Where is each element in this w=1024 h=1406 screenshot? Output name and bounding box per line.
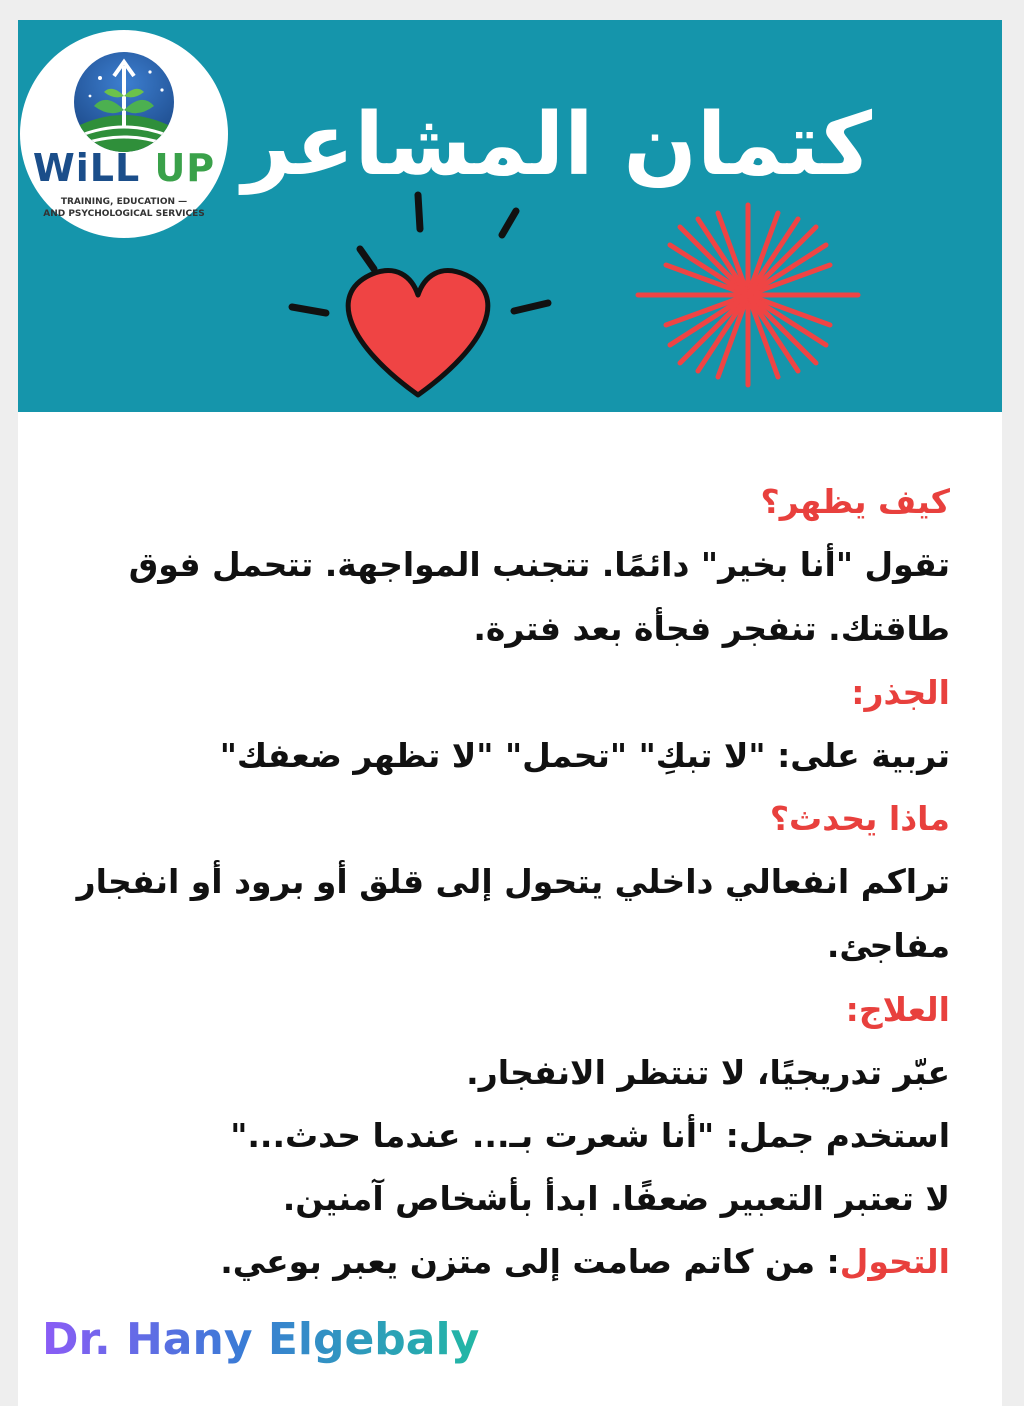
header-banner xyxy=(18,20,1002,412)
section-text-root: تربية على: "لا تبكِ" "تحمل" "لا تظهر ضعفك" xyxy=(219,736,950,775)
section-heading-how-it-appears: كيف يظهر؟ xyxy=(760,482,950,521)
author-signature: Dr. Hany Elgebaly xyxy=(42,1310,479,1370)
section-text-treatment-2: استخدم جمل: "أنا شعرت بـ... عندما حدث..." xyxy=(230,1116,950,1155)
will-up-logo xyxy=(20,30,228,238)
burst-icon xyxy=(638,205,858,385)
section-heading-root: الجذر: xyxy=(851,673,950,712)
article-body xyxy=(70,470,950,1293)
section-heading-treatment: العلاج: xyxy=(845,990,950,1029)
heart-icon xyxy=(348,271,488,395)
section-text-treatment-3: لا تعتبر التعبير ضعفًا. ابدأ بأشخاص آمنين. xyxy=(282,1179,950,1218)
transformation-line xyxy=(70,1230,950,1293)
banner-title: كتمان المشاعر xyxy=(242,95,872,195)
transformation-text: : من كاتم صامت إلى متزن يعبر بوعي. xyxy=(220,1242,840,1281)
logo-brand-name: WiLL UP xyxy=(32,146,216,190)
section-text-treatment-1: عبّر تدريجيًا، لا تنتظر الانفجار. xyxy=(466,1053,950,1092)
logo-tagline-line-1: TRAINING, EDUCATION — xyxy=(60,197,188,207)
section-text-how-it-appears: تقول "أنا بخير" دائمًا. تتجنب المواجهة. تتحمل فوق طاقتك. تنفجر فجأة بعد فترة. xyxy=(128,545,950,648)
post-card xyxy=(18,20,1002,1406)
logo-tagline-line-2: AND PSYCHOLOGICAL SERVICES xyxy=(43,209,205,219)
illustration xyxy=(278,185,958,405)
section-text-what-happens: تراكم انفعالي داخلي يتحول إلى قلق أو برود أو انفجار مفاجئ. xyxy=(76,862,950,965)
transformation-label: التحول xyxy=(839,1242,950,1281)
section-heading-what-happens: ماذا يحدث؟ xyxy=(769,799,950,838)
